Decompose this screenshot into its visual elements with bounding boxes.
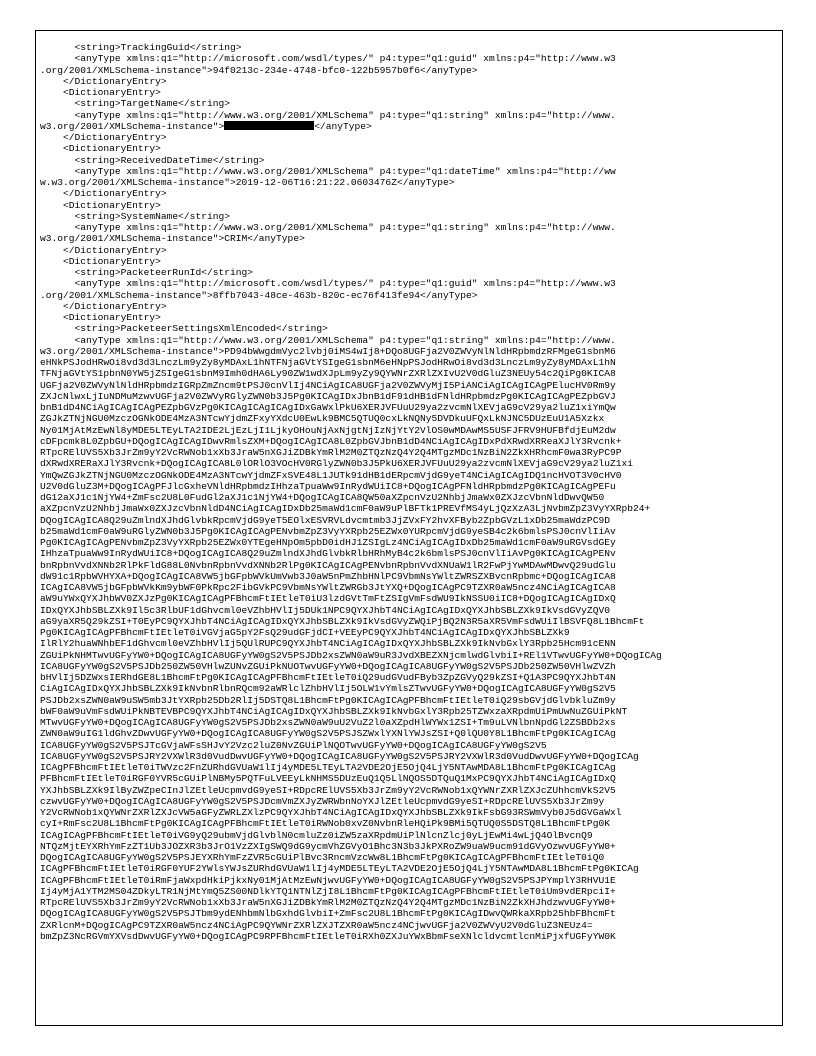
code-line: Pg0KICAgICAgPFBhcmFtIEtleT0iVGVjaG5pY2FsQ29udGFjdCI+VEEyPC9QYXJhbT4NCiAgICAgIDxQYXJhbSBLZXk9	[40, 627, 570, 638]
code-line: dG12aXJ1c1NjYW4+ZmFsc2U8L0FudGl2aXJ1c1NjYW4+DQogICAgICA8QW50aXZpcnVzU2NhbjJmaWx0ZXJzcVbnNldDwvQW50	[40, 492, 605, 503]
code-line: w3.org/2001/XMLSchema-instance">CRIM</anyType>	[40, 233, 305, 245]
code-line: bnRpbnVvdXNNb2RlPkFldG88L0NvbnRpbnVvdXNNb2RlPg0KICAgICAgPENvbnRpbnVvdXNUaW1lR2FwPjYwMDAwMDwvQ29udGlu	[40, 559, 616, 571]
code-line: w.w3.org/2001/XMLSchema-instance">2019-12-06T16:21:22.0603476Z</anyType>	[40, 177, 455, 188]
code-line: ZGJkZTNjNGU0MzczOGNkODE4MzA3NTcwYjdmZFxyYXdcU0EwLk9BMC5QTUQ0cxLkNQNy5DVDkuUFQxLkNJNC5DUzEuU1A5Xzkx	[40, 413, 605, 425]
code-line: aW9uYWxQYXJhbWV0ZXJzPg0KICAgICAgPFBhcmFtIEtleT0iU3lzdGVtTmFtZSIgVmFsdWU9IkNSSU0iIC8+DQogICAgICAgIDxQ	[40, 593, 616, 605]
code-line: ICAgICA8VW5jbGFpbWVkKm9ybWF0PkRpc2FibGVkPC9VbmNsYWltZWRGb3JtYXQ+DQogICAgPC9TZXR0aW5ncz4NCiAgICAgICA8	[40, 582, 616, 593]
code-line: bmZpZ3NcRGVmYXVsdDwvUGFyYW0+DQogICAgPC9RPFBhcmFtIEtleT0iRXh0ZXJuYWxBbmFseXNlcldvcmtlcnMiPjxfUGFyYW0K	[40, 930, 616, 942]
redaction-box	[224, 121, 314, 130]
code-line-suffix: </anyType>	[314, 120, 372, 132]
code-line: ICAgPFBhcmFtIEtleT0iRmFjaWxpdHkiPjkxNy01MjAtMzEwNjwvUGFyYW0+DQogICAgICA8UGFyYW0gS2V5PSJPYmplY3RHVU1E	[40, 874, 616, 886]
code-line: <anyType xmlns:q1="http://www.w3.org/2001/XMLSchema" p4:type="q1:string" xmlns:p4="http://www.	[40, 109, 616, 121]
code-line: TFNjaGVtYS1pbnN0YW5jZSIgeG1sbnM9Imh0dHA6Ly90ZW1wdXJpLm9yZy9QYWNrZXRlZXIvU2V0dGluZ3NEUy54c2QiPg0KICA8	[40, 368, 616, 380]
code-line: <string>PacketeerRunId</string>	[40, 267, 254, 278]
code-line: <anyType xmlns:q1="http://www.w3.org/2001/XMLSchema" p4:type="q1:string" xmlns:p4="http://www.	[40, 334, 616, 346]
xml-code-listing	[40, 42, 778, 942]
code-line: ICAgPFBhcmFtIEtleT0iRGF0YUF2YWlsYWJsZURhdGVUaW1lIj4yMDE5LTEyLTA2VDE2OjE5OjQ4LjY5NTAwMDA8L1BhcmFtPg0KICAg	[40, 863, 639, 875]
code-line	[40, 121, 778, 132]
code-line: </DictionaryEntry>	[40, 75, 167, 87]
code-line: Pg0KICAgICAgPENvbmZpZ3VyYXRpb25EZWx0YTEgeHNpOm5pbD0idHJ1ZSIgLz4NCiAgICAgIDxDb25maWd1cmF0aW9uRGVsdGEy	[40, 537, 616, 548]
code-line: ICAgICAgPFBhcmFtIEtleT0iVG9yQ29ubmVjdGlvblN0cmluZz0iZW5zaXRpdmUiPlNlcnZlcj0yLjEwMi4wLjQ4OlBvcnQ9	[40, 829, 593, 841]
code-line: <string>TrackingGuid</string>	[40, 42, 242, 53]
document-page	[35, 30, 783, 1026]
code-line: ICA8UGFyYW0gS2V5PSJTcGVjaWFsSHJvY2Vzc2luZ0NvZGUiPlNQOTwvUGFyYW0+DQogICAgICA8UGFyYW0gS2V5	[40, 739, 547, 751]
code-line: YXJhbSBLZXk9IlByZWZpeCInJlZEtleUcpmvdG9yeSI+RDpcRElUVS5Xb3JrZm9yY2VcRWNob1xQYWNrZXRlZXJcZUhhcmVkS2V5	[40, 784, 616, 796]
code-line: <DictionaryEntry>	[40, 312, 161, 323]
code-line: <string>TargetName</string>	[40, 98, 230, 110]
code-line: DQogICAgICA8UGFyYW0gS2V5PSJEYXRhYmFzZVR5cGUiPlBvc3RncmVzcWw8L1BhcmFtPg0KICAgICAgPFBhcmFtIEtleT0iQ0	[40, 852, 605, 863]
code-line: IDxQYXJhbSBLZXk9Il5c3RlbUF1dGhvcml0eVZhbHVlIj5DUk1NPC9QYXJhbT4NCiAgICAgIDxQYXJhbSBLZXk9IkVsdGVyZQV0	[40, 604, 610, 616]
code-line: w3.org/2001/XMLSchema-instance">PD94bWwgdmVyc2lvbj0iMS4wIj8+DQo8UGFja2V0ZWVyNlNldHRpbmdzRFMgeG1sbnM6	[40, 345, 616, 357]
code-line: eHNkPSJodHRwOi8vd3d3LnczLm9yZy8yMDAxL1hNTFNjaGVtYSIgeG1sbnM6eHNpPSJodHRwOi8vd3d3LnczLm9yZy8yMDAxL1hN	[40, 357, 616, 368]
code-line: ZXJcNlwxLjIuNDMuMzwvUGFja2V0ZWVyRGlyZWN0b3J5Pg0KICAgIDxJbnB1dF91dHB1dFNldHRpbmdzPg0KICAgICAgPEZpbGVJ	[40, 390, 616, 402]
code-line: RTpcRElUVS5Xb3JrZm9yY2VcRWNob1xXb3JraW5nXGJiZDBkYmRlM2M0ZTQzNzQ4Y2Q4MTgzMDc1NzBiN2ZkXHRhcmF0wa3RyPC9P	[40, 447, 622, 458]
code-line: <anyType xmlns:q1="http://www.w3.org/2001/XMLSchema" p4:type="q1:string" xmlns:p4="http://www.	[40, 222, 616, 233]
code-line: bWF0aW9uVmFsdWUiPkNBTEVBPC9QYXJhbT4NCiAgICAgIDxQYXJhbSBLZXk9IkNvbGxlY3Rpb25TZWxzaXRpdmUiPmUwNuZGUiPkNT	[40, 705, 628, 717]
code-line-text: w3.org/2001/XMLSchema-instance">	[40, 120, 225, 132]
code-line: <anyType xmlns:q1="http://microsoft.com/wsdl/types/" p4:type="q1:guid" xmlns:p4="http://www.w3	[40, 278, 616, 290]
code-line: U2V0dGluZ3M+DQogICAgPFJlcGxheVNldHRpbmdzIHhzaTpuaWw9InRydWUiIC8+DQogICAgPFNldHRpbmdzPg0KICAgICAgPEFu	[40, 480, 616, 492]
code-line: Ny01MjAtMzEwNl8yMDE5LTEyLTA2IDE2LjEzLjI1LjkyOHouNjAxNjgtNjIzNjYtY2VlOS0wMDAwMS5USFJFRV9HUFBfdjEuM2dw	[40, 424, 616, 436]
code-line: UGFja2V0ZWVyNlNldHRpbmdzIGRpZmZncm9tPSJ0cnVlIj4NCiAgICA8UGFja2V0ZWVyMjI5PiANCiAgICAgICAgPElucHV0Rm9y	[40, 379, 616, 391]
code-line: .org/2001/XMLSchema-instance">8ffb7043-48ce-463b-820c-ec76f413fe94</anyType>	[40, 289, 478, 301]
code-line: DQogICAgICA8UGFyYW0gS2V5PSJTbm9ydENhbmNlbGxhdGlvbiI+ZmFsc2U8L1BhcmFtPg0KICAgIDwvQWRkaXRpb25hbFBhcmFt	[40, 908, 616, 920]
code-line: PFBhcmFtIEtleT0iRGF0YVR5cGUiPlNBMy5PQTFuLVEEyLkNHMS5DUzEuQ1Q5LlNQOS5DTQuQ1MxPC9QYXJhbT4NCiAgICAgIDxQ	[40, 773, 616, 785]
code-line: dW91c1RpbWVHYXA+DQogICAgICA8VW5jbGFpbWVkUmVwb3J0aW5nPmZhbHNlPC9VbmNsYWltZWRSZXBvcnRpbmc+DQogICAgICA8	[40, 570, 616, 582]
code-line: IHhzaTpuaWw9InRydWUiIC8+DQogICAgICA8Q29uZmlndXJhdGlvbkRlbHRhMyB4c2k6bmlsPSJ0cnVlIiAvPg0KICAgICAgPENv	[40, 548, 616, 560]
code-line: .org/2001/XMLSchema-instance">94f0213c-234e-4748-bfc0-122b5957b0f6</anyType>	[40, 64, 478, 76]
code-line: <string>PacketeerSettingsXmlEncoded</string>	[40, 323, 328, 335]
code-line: <anyType xmlns:q1="http://microsoft.com/wsdl/types/" p4:type="q1:guid" xmlns:p4="http://www.w3	[40, 53, 616, 65]
code-line: ICAgPFBhcmFtIEtleT0iTWVzc2FnZURhdGVUaW1lIj4yMDE5LTEyLTA2VDE2OjE5OjQ4LjY5NTAwMDA8L1BhcmFtPg0KICAgICAg	[40, 762, 616, 773]
code-line: NTQzMjtEYXRhYmFzZT1Ub3JOZXR3b3JrO1VzZXIgSWQ9dG9ycmVhZGVyO1Bhc3N3b3JkPXRoZW9uaW9ucm91dGVyOzwvUGFyYW0+	[40, 840, 616, 852]
code-line: </DictionaryEntry>	[40, 300, 167, 312]
code-line: IlRlY2huaWNhbEF1dGhvcml0eVZhbHVlIj5QUlRUPC9QYXJhbT4NCiAgICAgIDxQYXJhbSBLZXk9IkNvbGxlY3Rpb25Hcm91cENN	[40, 638, 616, 650]
code-line: aXZpcnVzU2NhbjJmaWx0ZXJzcVbnNldD4NCiAgICAgIDxDb25maWd1cmF0aW9uPlBFTk1PREVfMS4yLjQzXzA3LjNvbmZpZ3VyYXRpb24+	[40, 503, 651, 515]
code-line: bnB1dD4NCiAgICAgICAgPEZpbGVzPg0KICAgICAgICAgIDxGaWxlPkU6XERJVFUuU29ya2zvcmNlXEVjaG9cV29ya2luZ1xiYmQw	[40, 402, 616, 413]
code-line: ZGUiPkNHMTwvUGFyYW0+DQogICAgICA8UGFyYW0gS2V5PSJDb2xsZWN0aW9uR3JvdXBEZXNjcmlwdGlvbiI+REl1VTwvUGFyYW0+DQogICAg	[40, 649, 662, 661]
code-line: bHVlIj5DZWxsIERhdGE8L1BhcmFtPg0KICAgICAgPFBhcmFtIEtleT0iQ29udGVudFByb3ZpZGVyQ29kZSI+Q1A3PC9QYXJhbT4N	[40, 672, 616, 683]
code-line: YmQwZGJkZTNjNGU0MzczOGNkODE4MzA3NTcwYjdmZFxSVE48L1JUTk91dHB1dERpcmVjdG9yeT4NCiAgICAgIDQ1ncHVOT3V0cHV0	[40, 469, 622, 481]
code-line: ICA8UGFyYW0gS2V5PSJRY2VXWlR3d0VudDwvUGFyYW0+DQogICAgICA8UGFyYW0gS2V5PSJRY2VXWlR3d0VudDwvUGFyYW0+DQogICAg	[40, 750, 639, 762]
code-line: <DictionaryEntry>	[40, 143, 161, 155]
code-line: aG9yaXR5Q29kZSI+T0EyPC9QYXJhbT4NCiAgICAgIDxQYXJhbSBLZXk9IkVsdGVyZWQiPjBQ2N3R5aXR5VmFsdWUiIlBSVFQ8L1BhcmFt	[40, 615, 645, 627]
code-line: ZWN0aW9uIG1ldGhvZDwvUGFyYW0+DQogICAgICA8UGFyYW0gS2V5PSJSZWxlYXNlYWJsZSI+Q0lQU0Y8L1BhcmFtPg0KICAgICAg	[40, 728, 616, 740]
code-line: RTpcRElUVS5Xb3JrZm9yY2VcRWNob1xXb3JraW5nXGJiZDBkYmRlM2M0ZTQzNzQ4Y2Q4MTgzMDc1NzBiN2ZkXHJhdzwvUGFyYW0+	[40, 897, 616, 908]
code-line: CiAgICAgIDxQYXJhbSBLZXk9IkNvbnRlbnRQcm92aWRlclZhbHVlIj5OLW1vYmlsZTwvUGFyYW0+DQogICAgICA8UGFyYW0gS2V5	[40, 683, 616, 695]
code-line: DQogICAgICA8Q29uZmlndXJhdGlvbkRpcmVjdG9yeT5EOlxESVRVLdvcmtmb3JjZVxFY2hvXFByb2ZpbGVzL1xDb25maWdzPC9D	[40, 514, 610, 526]
code-line: czwvUGFyYW0+DQogICAgICA8UGFyYW0gS2V5PSJDcmVmZXJyZWRWbnNoYXJlZEtleUcpmvdG9yeSI+RDpcRElUVS5Xb3JrZm9y	[40, 795, 605, 807]
code-line: MTwvUGFyYW0+DQogICAgICA8UGFyYW0gS2V5PSJDb2xsZWN0aW9uU2VuZ2l0aXZpdHlWYWx1ZSI+Tm9uLVNlbnNpdGl2ZSBDb2xs	[40, 717, 616, 728]
code-line: <DictionaryEntry>	[40, 87, 161, 98]
code-line: Ij4yMjA1YTM2MS04ZDkyLTR1NjMtYmQ5ZS00NDlkYTQ1NTNlZjI8L1BhcmFtPg0KICAgICAgPFBhcmFtIEtleT0iUm9vdERpciI+	[40, 885, 616, 897]
code-line: <DictionaryEntry>	[40, 199, 161, 211]
code-line: ZXRlcnM+DQogICAgPC9TZXR0aW5ncz4NCiAgPC9QYWNrZXRlZXJTZXR0aW5ncz4NCjwvUGFja2V0ZWVyU2V0dGluZ3NEUz4=	[40, 919, 593, 931]
code-line: dXRwdXRERaXJlY3Rvcnk+DQogICAgICA8L0lORlO3VOcHV0RGlyZWN0b3J5PkU6XERJVFUuU29ya2zvcmNlXEVjaG9cV29ya2luZ1xi	[40, 458, 633, 470]
code-line: </DictionaryEntry>	[40, 132, 167, 143]
code-line: PSJDb2xsZWN0aW9uSW5mb3JtYXRpb25Db2RlIj5DSTQ8L1BhcmFtPg0KICAgICAgPFBhcmFtIEtleT0iQ29sbGVjdGlvbkluZm9y	[40, 694, 616, 706]
code-line: Y2VcRWNob1xQYWNrZXRlZXJcVW5aGFyZWRLZXlzPC9QYXJhbT4NCiAgICAgIDxQYXJhbSBLZXk9IkFsbG93RSWmVyb0J5dGVGaWxl	[40, 807, 622, 818]
code-line: <DictionaryEntry>	[40, 255, 161, 267]
code-line: cyI+RmFsc2U8L1BhcmFtPg0KICAgICAgPFBhcmFtIEtleT0iRWNob0xvZ0NvbnRleHQiPk9BMi5QTUQ0S5DSTQ8L1BhcmFtPg0K	[40, 818, 610, 830]
code-line: </DictionaryEntry>	[40, 188, 167, 200]
code-line: b25maWd1cmF0aW9uRGlyZWN0b3J5Pg0KICAgICAgPENvbmZpZ3VyYXRpb25EZWx0YURpcmVjdG9yeSB4c2k6bmlsPSJ0cnVlIiAv	[40, 525, 616, 537]
code-line: <string>ReceivedDateTime</string>	[40, 154, 265, 166]
code-line: <anyType xmlns:q1="http://www.w3.org/2001/XMLSchema" p4:type="q1:dateTime" xmlns:p4="http://ww	[40, 165, 616, 177]
code-line: </DictionaryEntry>	[40, 244, 167, 256]
code-line: ICA8UGFyYW0gS2V5PSJDb250ZW50VHlwZUNvZGUiPkNUOTwvUGFyYW0+DQogICAgICA8UGFyYW0gS2V5PSJDb250ZW50VHlwZVZh	[40, 660, 616, 672]
code-line: <string>SystemName</string>	[40, 210, 230, 222]
code-line: cDFpcmk8L0ZpbGU+DQogICAgICAgIDwvRmlsZXM+DQogICAgICA8L0ZpbGVJbnB1dD4NCiAgICAgIDxPdXRwdXRReaXJlY3Rvcnk+	[40, 435, 622, 447]
